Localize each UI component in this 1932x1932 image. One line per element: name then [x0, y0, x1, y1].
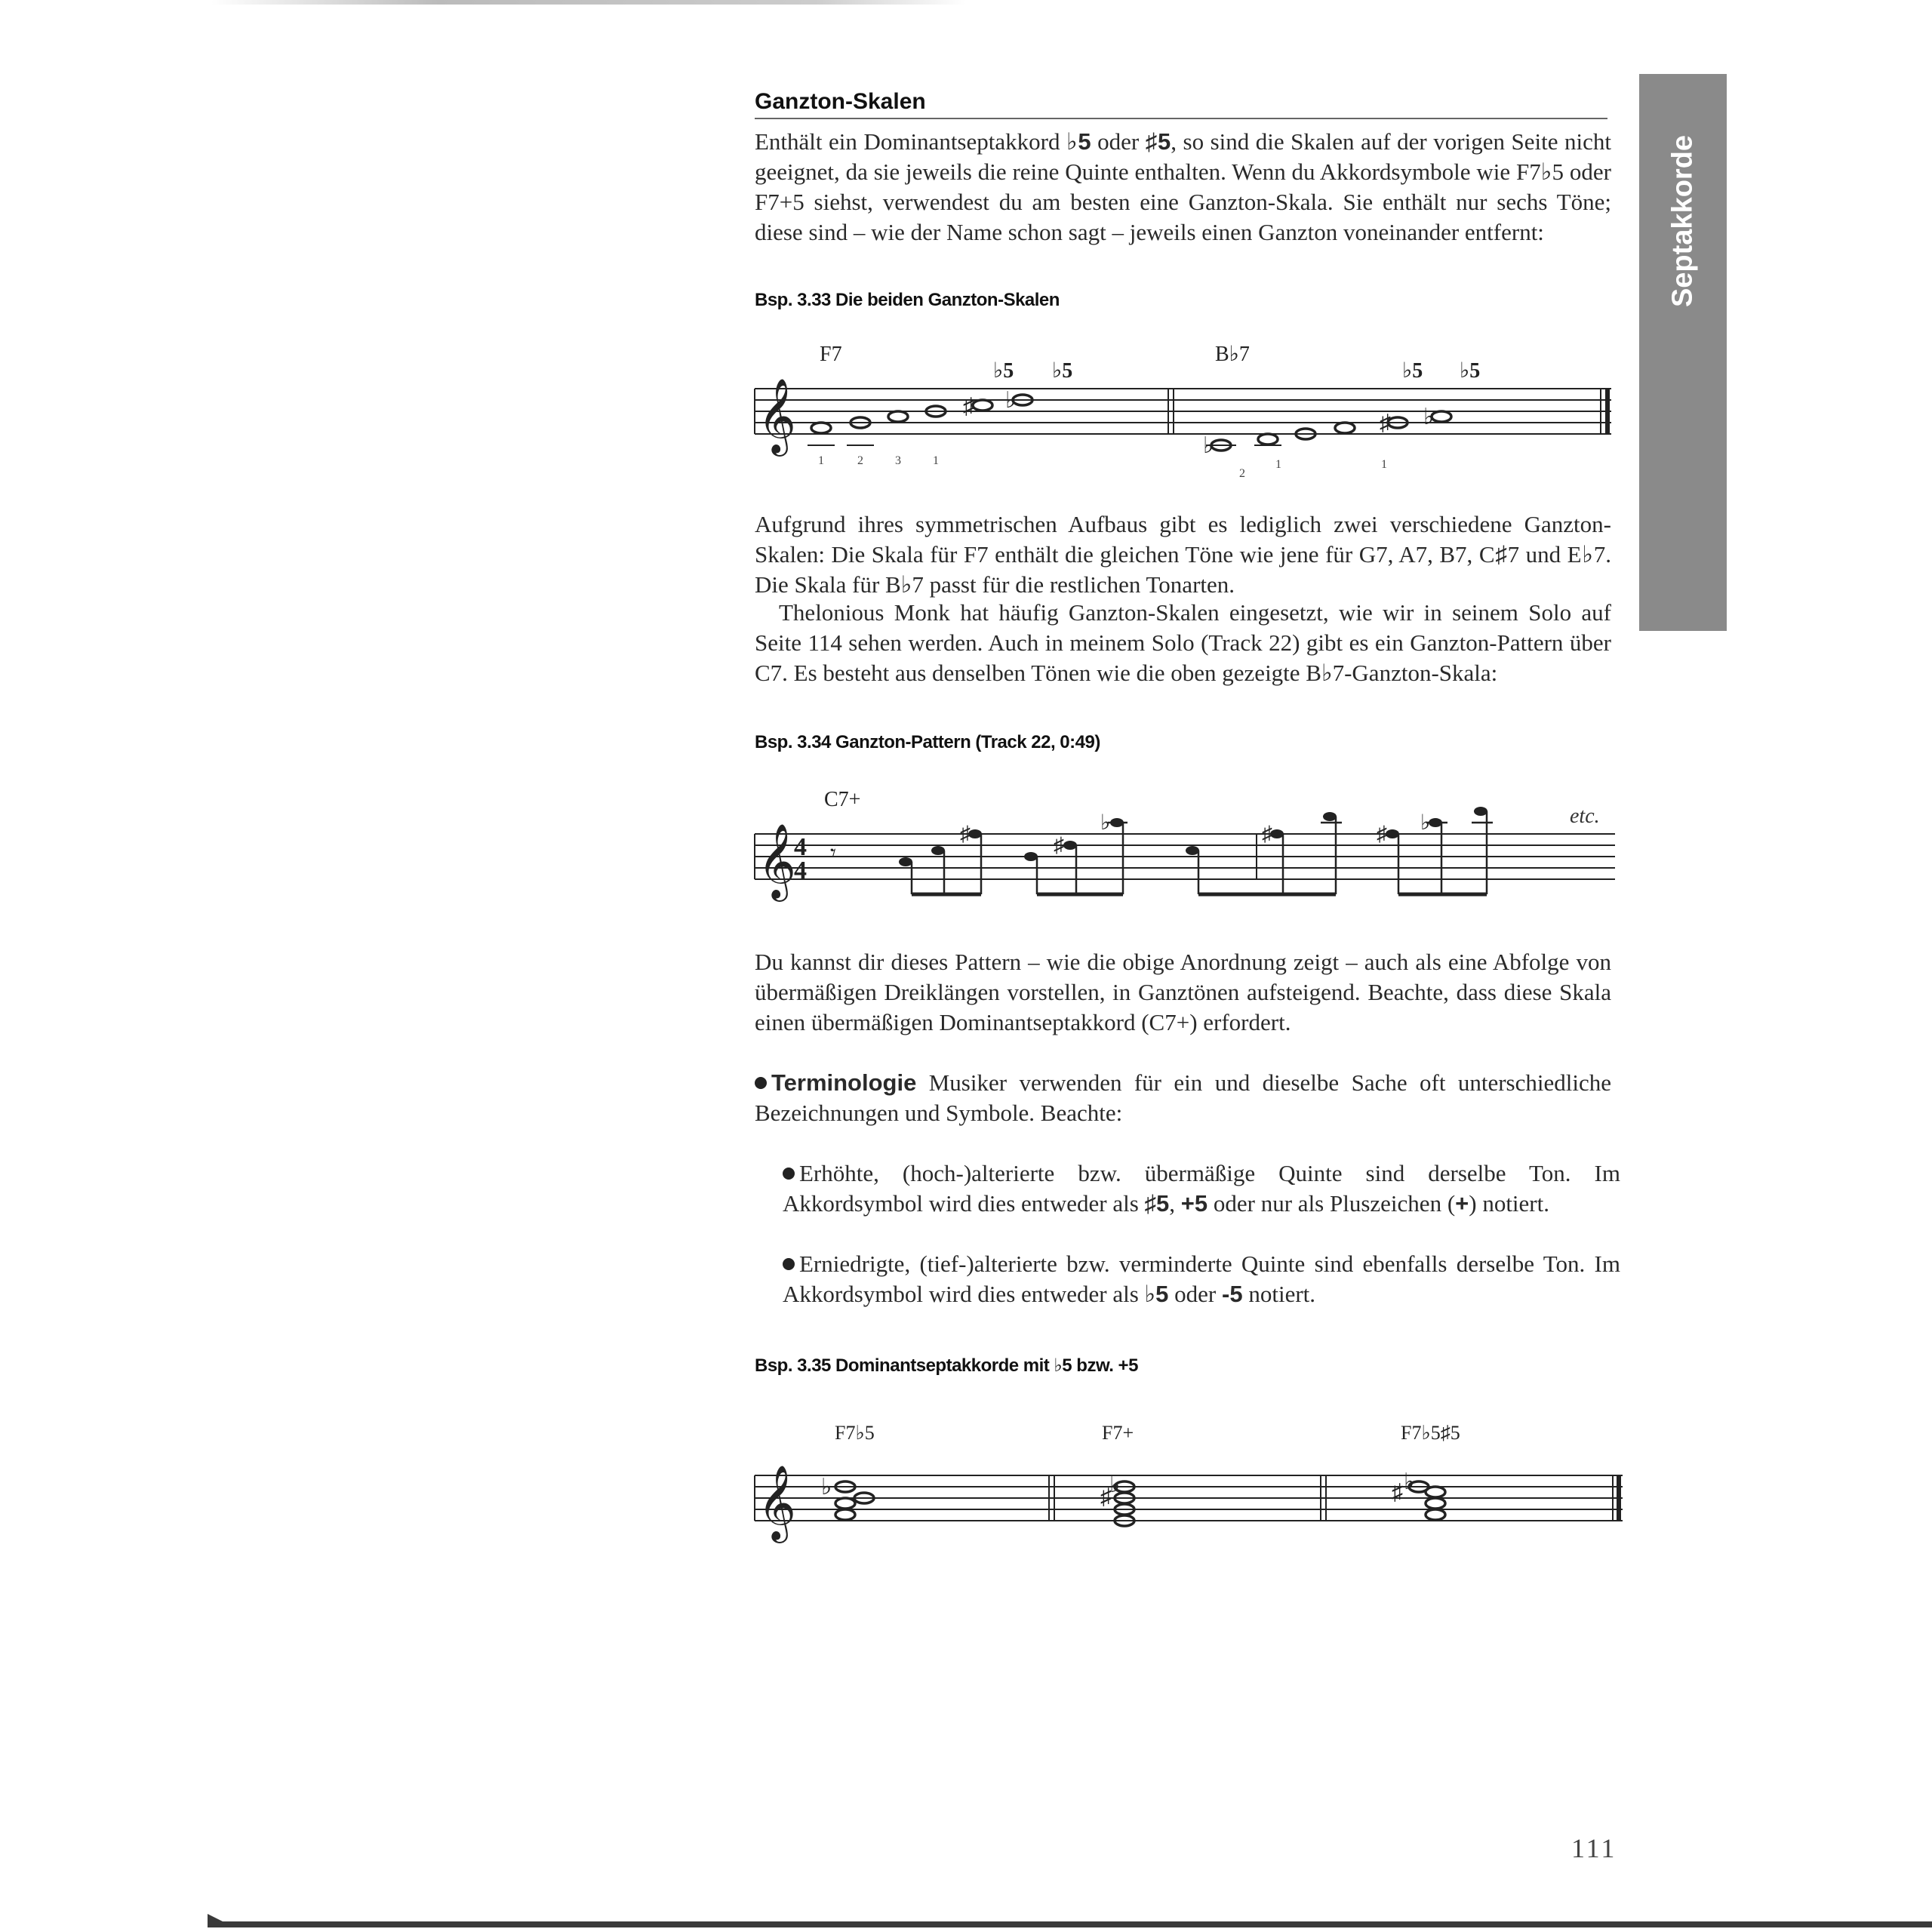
note-head	[1474, 807, 1487, 816]
bullet-icon	[783, 1258, 795, 1270]
chapter-tab-label: Septakkorde	[1666, 134, 1699, 308]
chord-symbol: F7+	[1102, 1422, 1134, 1444]
whole-note	[835, 1509, 855, 1520]
example-caption-3-33: Bsp. 3.33 Die beiden Ganzton-Skalen	[755, 290, 1060, 310]
chord-symbol: C7+	[824, 788, 861, 811]
note-head	[1024, 852, 1038, 861]
whole-note	[973, 400, 992, 411]
bullet-icon	[783, 1168, 795, 1180]
svg-text:♯: ♯	[963, 394, 974, 419]
page-number: 111	[1571, 1833, 1617, 1863]
alteration-label: ♭5	[1052, 359, 1073, 383]
alteration-label: ♭5	[993, 359, 1014, 383]
section-title: Ganzton-Skalen	[755, 89, 1607, 119]
chapter-side-tab	[1639, 74, 1727, 631]
top-edge-shadow	[211, 0, 966, 5]
bottom-edge-line	[208, 1921, 1932, 1927]
svg-text:1: 1	[1275, 458, 1281, 471]
whole-note	[1426, 1509, 1445, 1520]
bullet-flat-five: Erniedrigte, (tief-)alterierte bzw. verminderte Quinte sind ebenfalls derselbe Ton. Im Akkordsymbol wird dies entweder als ♭5 oder -5 notiert.	[783, 1251, 1620, 1307]
alteration-label: ♭5	[1460, 359, 1481, 383]
svg-text:♯: ♯	[1262, 823, 1272, 846]
svg-text:♯: ♯	[1380, 411, 1391, 435]
treble-clef-icon: 𝄞	[758, 825, 796, 897]
score-example-3-33	[747, 332, 1623, 491]
svg-text:♭: ♭	[1100, 811, 1111, 835]
whole-note	[1432, 411, 1451, 422]
svg-text:1: 1	[1381, 458, 1387, 471]
note-head	[899, 857, 912, 866]
svg-text:♯: ♯	[1392, 1480, 1403, 1505]
svg-text:♭: ♭	[1423, 405, 1435, 429]
example-caption-3-35: Bsp. 3.35 Dominantseptakkorde mit ♭5 bzw. +5	[755, 1355, 1138, 1376]
paragraph-symmetry: Aufgrund ihres symmetrischen Aufbaus gibt es lediglich zwei verschiedene Ganzton-Skalen: Die Skala für F7 enthält die gleichen Töne wie jene für G7, A7, B7, C♯7 und E♭7. Die Skala für B♭7 passt für die restlichen Tonarten.	[755, 511, 1611, 598]
chord-symbol: B♭7	[1215, 343, 1250, 366]
bullet-sharp-five: Erhöhte, (hoch-)alterierte bzw. übermäßige Quinte sind derselbe Ton. Im Akkordsymbol wird dies entweder als ♯5, +5 oder nur als Pluszeichen (+) notiert.	[783, 1160, 1620, 1217]
note-head	[1063, 841, 1077, 850]
eighth-rest-icon: 𝄾	[830, 841, 836, 866]
example-caption-3-34: Bsp. 3.34 Ganzton-Pattern (Track 22, 0:49)	[755, 732, 1100, 752]
svg-text:♭: ♭	[1109, 1472, 1121, 1497]
chord-symbol: F7	[820, 343, 842, 366]
bullet-icon	[755, 1077, 767, 1089]
svg-text:♭: ♭	[1005, 388, 1017, 413]
whole-note	[835, 1498, 855, 1509]
svg-text:♯: ♯	[1054, 834, 1064, 857]
score-example-3-35	[747, 1407, 1630, 1543]
svg-text:1: 1	[818, 454, 824, 467]
time-signature-top: 4	[794, 833, 807, 861]
svg-text:2: 2	[857, 454, 863, 467]
svg-text:♭: ♭	[1404, 1469, 1415, 1494]
svg-text:2: 2	[1239, 467, 1245, 480]
paragraph-intro: Enthält ein Dominantseptakkord ♭5 oder ♯5, so sind die Skalen auf der vorigen Seite nicht geeignet, da sie jeweils die reine Quinte enthalten. Wenn du Akkordsymbole wie F7♭5 oder F7+5 siehst, verwendest du am besten eine Ganzton-Skala. Sie enthält nur sechs Töne; diese sind – wie der Name schon sagt – jeweils einen Ganzton voneinander entfernt:	[755, 128, 1611, 245]
paragraph-terminology: Terminologie Musiker verwenden für ein und dieselbe Sache oft unterschiedliche Bezeichnungen und Symbole. Beachte:	[755, 1069, 1611, 1126]
whole-note	[811, 423, 831, 433]
svg-text:♯: ♯	[960, 823, 971, 846]
score-example-3-34	[747, 777, 1623, 913]
whole-note	[888, 411, 908, 422]
svg-text:♯: ♯	[1377, 823, 1387, 846]
time-signature-bottom: 4	[794, 857, 807, 884]
whole-note	[1426, 1487, 1445, 1497]
whole-note	[1335, 423, 1355, 433]
chord-symbol: F7♭5♯5	[1401, 1422, 1460, 1444]
svg-text:♭: ♭	[1203, 433, 1214, 458]
whole-note	[1258, 434, 1278, 445]
svg-text:♯: ♯	[1100, 1484, 1112, 1509]
paragraph-augmented: Du kannst dir dieses Pattern – wie die obige Anordnung zeigt – auch als eine Abfolge von übermäßigen Dreiklängen vorstellen, in Ganztönen aufsteigend. Beachte, dass diese Skala einen übermäßigen Dominantseptakkord (C7+) erfordert.	[755, 949, 1611, 1035]
chord-symbol: F7♭5	[835, 1422, 875, 1444]
paragraph-monk: Thelonious Monk hat häufig Ganzton-Skalen eingesetzt, wie wir in seinem Solo auf Seite 114 sehen werden. Auch in meinem Solo (Track 22) gibt es ein Ganzton-Pattern über C7. Es besteht aus denselben Tönen wie die oben gezeigte B♭7-Ganzton-Skala:	[755, 599, 1611, 686]
note-head	[1386, 829, 1399, 838]
etc-label: etc.	[1570, 804, 1600, 828]
whole-note	[1426, 1498, 1445, 1509]
svg-text:♭: ♭	[1420, 811, 1431, 835]
note-head	[1323, 812, 1337, 821]
svg-text:♭: ♭	[821, 1475, 832, 1500]
note-head	[931, 846, 945, 855]
svg-text:3: 3	[895, 454, 901, 467]
treble-clef-icon: 𝄞	[758, 380, 796, 452]
svg-text:1: 1	[933, 454, 939, 467]
treble-clef-icon: 𝄞	[758, 1466, 796, 1539]
note-head	[1186, 846, 1199, 855]
alteration-label: ♭5	[1402, 359, 1423, 383]
